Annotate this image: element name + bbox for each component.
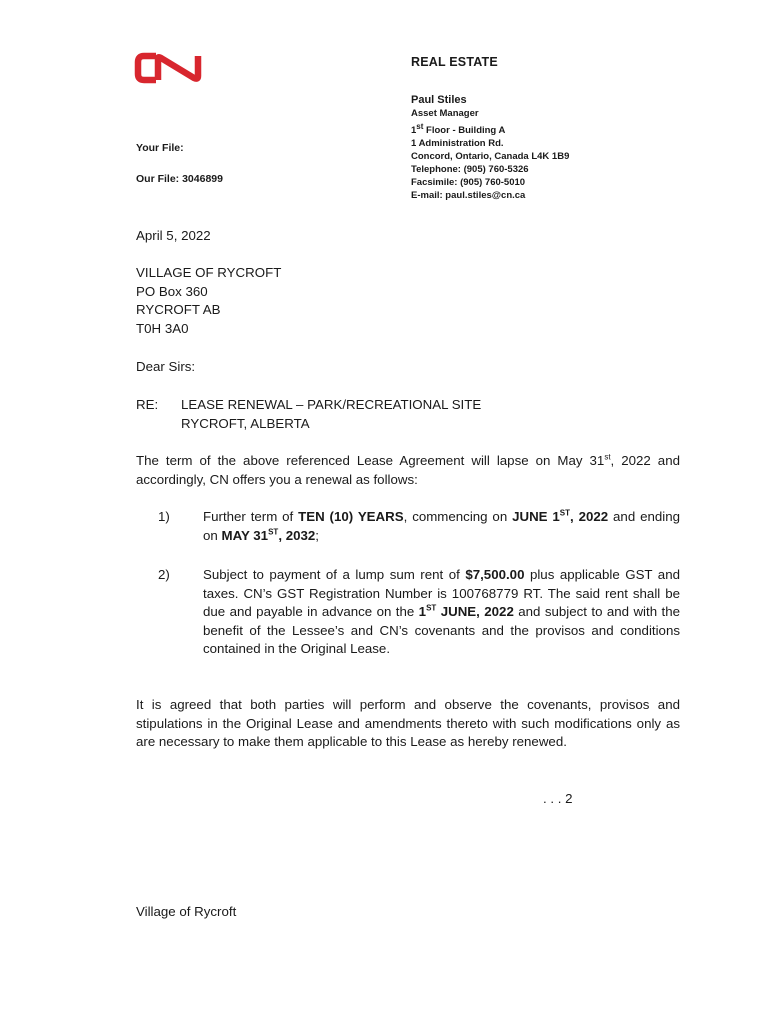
- recipient-line: RYCROFT AB: [136, 302, 221, 318]
- department-heading: REAL ESTATE: [411, 55, 498, 69]
- item-number: 2): [158, 567, 170, 582]
- intro-paragraph: The term of the above referenced Lease Agreement will lapse on May 31st, 2022 and accordingly, CN offers you a renewal as follows:: [136, 452, 680, 487]
- re-subject-line2: RYCROFT, ALBERTA: [181, 415, 310, 431]
- cn-logo-c: [138, 56, 156, 80]
- recipient-line: T0H 3A0: [136, 320, 189, 336]
- contact-telephone: Telephone: (905) 760-5326: [411, 164, 529, 175]
- contact-block: [411, 93, 569, 202]
- page-continuation: . . . 2: [543, 791, 573, 806]
- contact-floor: 1st Floor - Building A: [411, 121, 506, 136]
- contact-city: Concord, Ontario, Canada L4K 1B9: [411, 151, 570, 162]
- recipient-line: VILLAGE OF RYCROFT: [136, 265, 282, 280]
- agreement-paragraph: It is agreed that both parties will perform and observe the covenants, provisos and stipulations in the Original Lease and amendments thereto with such modifications only as are necessary to make them applicable to this Lease as hereby renewed.: [136, 697, 680, 750]
- item1-text: Further term of TEN (10) YEARS, commencing on JUNE 1ST, 2022 and ending on MAY 31ST, 2032;: [203, 508, 680, 543]
- salutation: Dear Sirs:: [136, 359, 196, 374]
- re-subject-line1: LEASE RENEWAL – PARK/RECREATIONAL SITE: [181, 397, 482, 412]
- letter-date: April 5, 2022: [136, 228, 211, 243]
- item2-text: Subject to payment of a lump sum rent of $7,500.00 plus applicable GST and taxes. CN’s GST Registration Number is 100768779 RT. The said rent shall be due and payable in advance on the 1ST JUNE, 2022 and subject to and with the benefit of the Lessee’s and CN’s covenants and the provisos and conditions contained in the Original Lease.: [203, 567, 680, 657]
- our-file-ref: Our File: 3046899: [136, 173, 223, 185]
- cn-logo: [134, 52, 204, 84]
- re-label: RE:: [136, 397, 159, 412]
- recipient-address: [136, 264, 281, 338]
- contact-facsimile: Facsimile: (905) 760-5010: [411, 177, 526, 188]
- your-file-ref: Your File:: [136, 142, 184, 154]
- footer-recipient: Village of Rycroft: [136, 904, 237, 919]
- recipient-line: PO Box 360: [136, 283, 208, 299]
- contact-name: Paul Stiles: [411, 94, 467, 106]
- item-number: 1): [158, 509, 170, 524]
- re-subject: [181, 396, 481, 433]
- cn-logo-n: [158, 56, 198, 80]
- contact-title: Asset Manager: [411, 108, 479, 119]
- contact-address: 1 Administration Rd.: [411, 138, 504, 149]
- contact-email[interactable]: E-mail: paul.stiles@cn.ca: [411, 190, 526, 201]
